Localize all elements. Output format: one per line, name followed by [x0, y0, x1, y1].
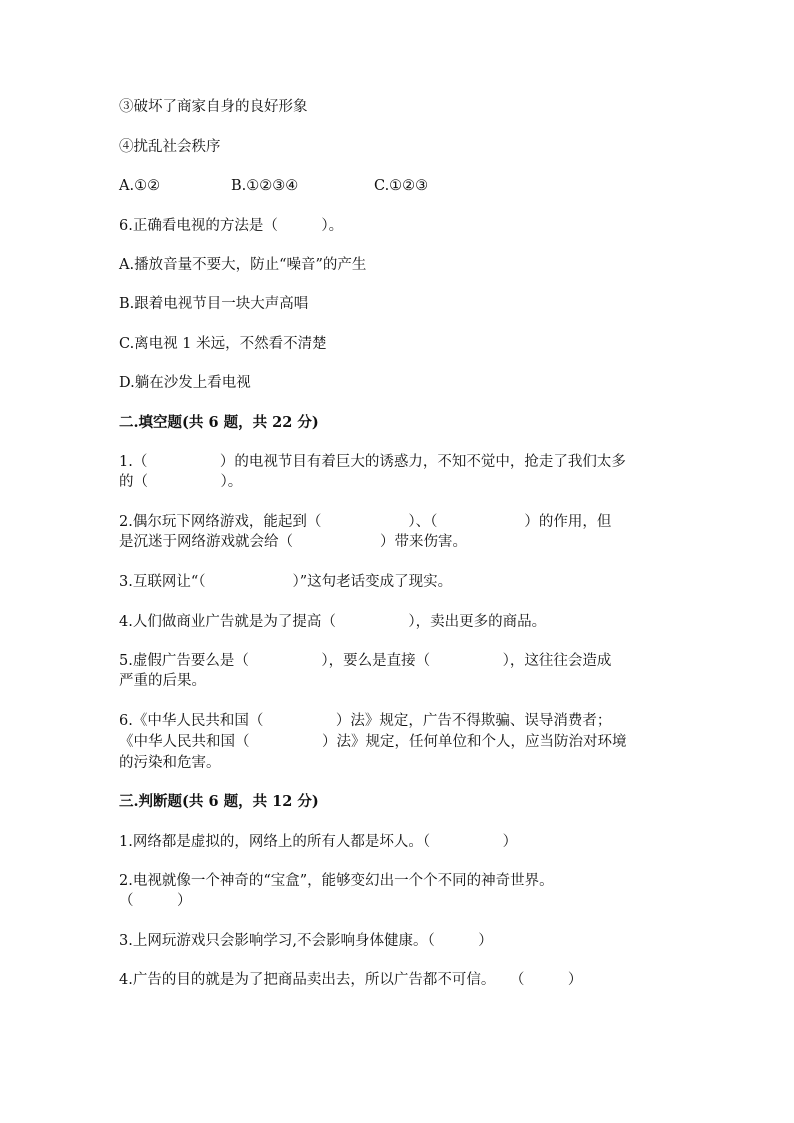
judge-q1: 1.网络都是虚拟的，网络上的所有人都是坏人。（ ）	[119, 834, 518, 850]
fill-q5-line2: 严重的后果。	[119, 673, 206, 689]
section-2-title: 二.填空题(共 6 题，共 22 分)	[119, 414, 319, 431]
question-6-option-b: B.跟着电视节目一块大声高唱	[119, 296, 309, 312]
choice-b: B.①②③④	[231, 178, 299, 194]
fill-q1-line1: 1.（ ）的电视节目有着巨大的诱惑力，不知不觉中，抢走了我们太多	[119, 454, 626, 470]
fill-q2-line1: 2.偶尔玩下网络游戏，能起到（ ）、（ ）的作用，但	[119, 514, 612, 530]
question-6-option-a: A.播放音量不要大，防止“噪音”的产生	[119, 257, 367, 273]
fill-q1-line2: 的（ ）。	[119, 474, 243, 490]
fill-q3: 3.互联网让“（ ）”这句老话变成了现实。	[119, 574, 453, 590]
fill-q2-line2: 是沉迷于网络游戏就会给（ ）带来伤害。	[119, 534, 467, 550]
judge-q3: 3.上网玩游戏只会影响学习,不会影响身体健康。（ ）	[119, 933, 493, 949]
fill-q6-line3: 的污染和危害。	[119, 755, 221, 771]
judge-q4: 4.广告的目的就是为了把商品卖出去，所以广告都不可信。 （ ）	[119, 972, 583, 988]
section-3-title: 三.判断题(共 6 题，共 12 分)	[119, 793, 319, 810]
option-item-3: ③破坏了商家自身的良好形象	[119, 99, 308, 115]
choice-a: A.①②	[119, 178, 161, 194]
question-6-option-d: D.躺在沙发上看电视	[119, 375, 251, 391]
judge-q2-line1: 2.电视就像一个神奇的“宝盒”，能够变幻出一个个不同的神奇世界。	[119, 873, 554, 889]
judge-q2-line2: （ ）	[119, 893, 192, 909]
question-6-stem: 6.正确看电视的方法是（ ）。	[119, 218, 344, 234]
fill-q5-line1: 5.虚假广告要么是（ ），要么是直接（ ），这往往会造成	[119, 653, 612, 669]
fill-q6-line2: 《中华人民共和国（ ）法》规定，任何单位和个人，应当防治对环境	[119, 734, 627, 750]
fill-q4: 4.人们做商业广告就是为了提高（ ），卖出更多的商品。	[119, 614, 547, 630]
fill-q6-line1: 6.《中华人民共和国（ ）法》规定，广告不得欺骗、误导消费者；	[119, 713, 612, 729]
choice-c: C.①②③	[374, 178, 429, 194]
option-item-4: ④扰乱社会秩序	[119, 139, 221, 155]
question-6-option-c: C.离电视 1 米远，不然看不清楚	[119, 336, 327, 352]
